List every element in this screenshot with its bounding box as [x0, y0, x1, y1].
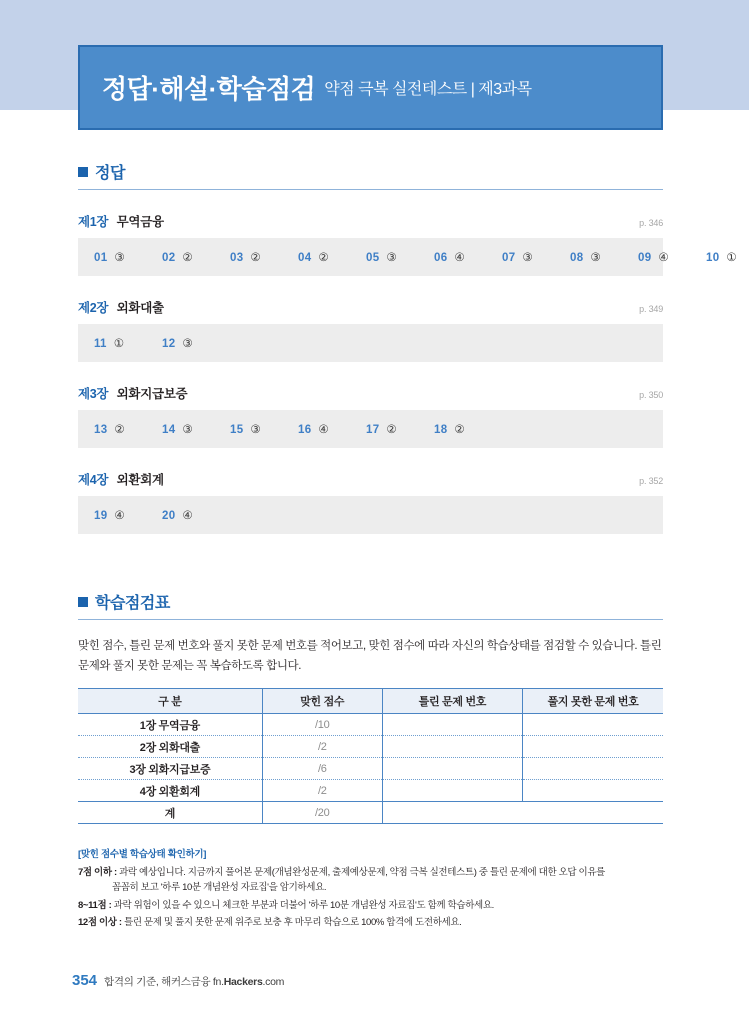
chapter-header [78, 212, 663, 238]
chapter-label [78, 212, 164, 231]
answer-section [78, 160, 737, 534]
answer-choice: ④ [182, 510, 193, 522]
answer-choice: ② [454, 424, 465, 436]
row-score: /2 [262, 780, 382, 802]
page-subtitle: 약점 극복 실전테스트 | 제3과목 [324, 81, 532, 98]
chapter-header [78, 384, 663, 410]
answer-choice: ④ [318, 424, 329, 436]
page-footer [72, 972, 284, 989]
answer-item [298, 422, 366, 436]
page-title: 정답·해설·학습점검 [102, 74, 316, 104]
footnote-text: 과락 위험이 있을 수 있으니 체크한 부분과 더불어 '하루 10분 개념완성 자료집'도 함께 학습하세요. [113, 899, 494, 911]
answer-item [230, 250, 298, 264]
question-number: 14 [162, 424, 176, 436]
column-header-unsolved: 풀지 못한 문제 번호 [523, 689, 663, 714]
footnote-block [78, 846, 663, 931]
question-number: 01 [94, 252, 108, 264]
answer-choice: ② [114, 424, 125, 436]
study-section-title: 학습점검표 [95, 595, 170, 612]
question-number: 05 [366, 252, 380, 264]
question-number: 04 [298, 252, 312, 264]
chapter-block [78, 384, 663, 448]
answer-choice: ④ [658, 252, 669, 264]
chapter-number: 제4장 [78, 473, 109, 487]
square-marker-icon [78, 167, 88, 177]
answer-item [366, 422, 434, 436]
table-total-row [78, 802, 663, 824]
chapter-block [78, 298, 663, 362]
answer-choice: ② [318, 252, 329, 264]
chapter-header [78, 470, 663, 496]
question-number: 10 [706, 252, 720, 264]
footer-brand-suffix: .com [262, 976, 285, 988]
row-label: 1장 무역금융 [78, 714, 262, 736]
answer-choice: ③ [182, 338, 193, 350]
page-title-banner [78, 45, 663, 130]
chapter-label [78, 298, 164, 317]
footnote-item [78, 866, 663, 895]
chapter-name: 외화지급보증 [116, 387, 188, 401]
footnote-label: 7점 이하 : [78, 867, 117, 879]
chapter-name: 외환회계 [116, 473, 164, 487]
total-score: /20 [262, 802, 382, 824]
question-number: 17 [366, 424, 380, 436]
answer-choice: ① [113, 338, 125, 350]
chapter-name: 무역금융 [116, 215, 164, 229]
page-content [78, 160, 737, 934]
row-unsolved[interactable] [523, 780, 663, 802]
answer-item [94, 250, 162, 264]
question-number: 19 [94, 510, 108, 522]
study-section-divider [78, 619, 663, 620]
row-unsolved[interactable] [523, 758, 663, 780]
question-number: 02 [162, 252, 176, 264]
row-wrong[interactable] [382, 736, 522, 758]
answer-strip [78, 496, 663, 534]
answer-choice: ③ [522, 252, 533, 264]
row-score: /10 [262, 714, 382, 736]
study-check-table [78, 688, 663, 824]
answer-item [162, 336, 230, 350]
question-number: 09 [638, 252, 652, 264]
column-header-wrong: 틀린 문제 번호 [382, 689, 522, 714]
answer-item [706, 250, 749, 264]
question-number: 16 [298, 424, 312, 436]
question-number: 11 [94, 338, 107, 350]
footnote-text: 과락 예상입니다. 지금까지 풀어본 문제(개념완성문제, 출제예상문제, 약점 극복 실전테스트) 중 틀린 문제에 대한 오답 이유를 [119, 867, 606, 879]
question-number: 07 [502, 252, 516, 264]
study-description: 맞힌 점수, 틀린 문제 번호와 풀지 못한 문제 번호를 적어보고, 맞힌 점수에 따라 자신의 학습상태를 점검할 수 있습니다. 틀린 문제와 풀지 못한 문제는 꼭 복습하도록 합니다. [78, 640, 662, 672]
footnote-text: 틀린 문제 및 풀지 못한 문제 위주로 보충 후 마무리 학습으로 100% 합격에 도전하세요. [124, 917, 462, 929]
answer-choice: ③ [590, 252, 601, 264]
answer-strip [78, 410, 663, 448]
chapter-page-ref: p. 349 [639, 304, 663, 314]
answer-item [162, 422, 230, 436]
table-header-row [78, 689, 663, 714]
footnote-item [78, 899, 663, 914]
answer-choice: ② [386, 424, 397, 436]
question-number: 12 [162, 338, 176, 350]
question-number: 13 [94, 424, 108, 436]
answer-choice: ③ [182, 424, 193, 436]
question-number: 15 [230, 424, 244, 436]
footer-brand [104, 974, 284, 989]
row-score: /2 [262, 736, 382, 758]
table-row [78, 780, 663, 802]
footer-brand-name: Hackers [223, 976, 263, 988]
column-header-category: 구 분 [78, 689, 262, 714]
answer-choice: ② [182, 252, 193, 264]
answer-choice: ④ [454, 252, 465, 264]
chapter-label [78, 470, 164, 489]
answer-choice: ③ [250, 424, 261, 436]
answer-item [94, 508, 162, 522]
chapter-number: 제2장 [78, 301, 109, 315]
chapter-name: 외화대출 [116, 301, 164, 315]
answer-item [230, 422, 298, 436]
table-row [78, 758, 663, 780]
answer-choice: ③ [386, 252, 397, 264]
answer-strip [78, 324, 663, 362]
row-label: 3장 외화지급보증 [78, 758, 262, 780]
answer-item [570, 250, 638, 264]
chapter-page-ref: p. 350 [639, 390, 663, 400]
answer-choice: ① [726, 252, 737, 264]
row-label: 4장 외환회계 [78, 780, 262, 802]
answer-item [162, 508, 230, 522]
answer-strip [78, 238, 737, 276]
chapter-label [78, 384, 187, 403]
table-row [78, 736, 663, 758]
row-wrong[interactable] [382, 758, 522, 780]
footnote-heading: [맞힌 점수별 학습상태 확인하기] [78, 849, 207, 861]
answer-choice: ④ [114, 510, 125, 522]
row-unsolved[interactable] [523, 736, 663, 758]
footnote-item [78, 916, 663, 931]
chapter-block [78, 470, 663, 534]
footnote-label: 8~11점 : [78, 899, 112, 911]
answer-section-heading [78, 160, 663, 187]
square-marker-icon [78, 597, 88, 607]
chapter-page-ref: p. 346 [639, 218, 663, 228]
row-score: /6 [262, 758, 382, 780]
answer-item [502, 250, 570, 264]
answer-item [162, 250, 230, 264]
answer-item [94, 336, 162, 350]
question-number: 06 [434, 252, 448, 264]
question-number: 03 [230, 252, 244, 264]
row-label: 2장 외화대출 [78, 736, 262, 758]
row-unsolved[interactable] [523, 714, 663, 736]
study-section-heading [78, 590, 663, 617]
chapter-number: 제3장 [78, 387, 109, 401]
answer-item [94, 422, 162, 436]
footnote-text-continued: 꼼꼼히 보고 '하루 10분 개념완성 자료집'을 암기하세요. [112, 881, 327, 893]
footnote-label: 12점 이상 : [78, 917, 122, 929]
answer-choice: ② [250, 252, 261, 264]
answer-item [638, 250, 706, 264]
column-header-score: 맞힌 점수 [262, 689, 382, 714]
question-number: 18 [434, 424, 448, 436]
chapter-header [78, 298, 663, 324]
answer-section-title: 정답 [95, 165, 125, 182]
total-label: 계 [78, 802, 262, 824]
total-blank[interactable] [382, 802, 663, 824]
footer-brand-prefix: 합격의 기준, 해커스금융 fn. [104, 976, 224, 988]
chapter-page-ref: p. 352 [639, 476, 663, 486]
row-wrong[interactable] [382, 780, 522, 802]
question-number: 20 [162, 510, 176, 522]
chapter-block [78, 212, 737, 276]
answer-choice: ③ [114, 252, 125, 264]
chapter-number: 제1장 [78, 215, 109, 229]
footer-page-number: 354 [72, 972, 98, 989]
answer-item [434, 422, 502, 436]
answer-item [298, 250, 366, 264]
answer-item [366, 250, 434, 264]
table-row [78, 714, 663, 736]
question-number: 08 [570, 252, 584, 264]
answer-section-divider [78, 189, 663, 190]
study-check-section [78, 590, 663, 931]
answer-item [434, 250, 502, 264]
row-wrong[interactable] [382, 714, 522, 736]
